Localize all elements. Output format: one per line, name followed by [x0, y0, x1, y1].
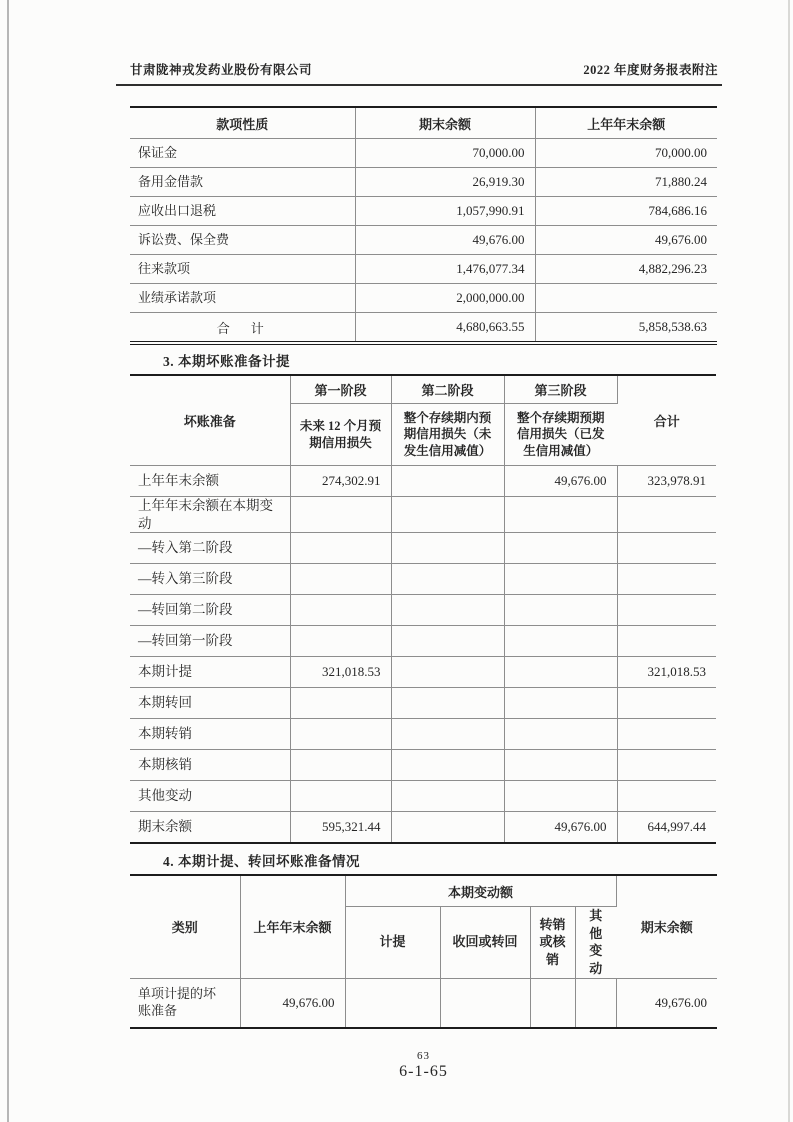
amount-cell: 595,321.44: [290, 812, 391, 844]
row-label-cell: 本期转回: [130, 688, 290, 719]
stage-header-row: [130, 375, 716, 404]
writeoff-header-text: 转销或核销: [539, 916, 566, 967]
amount-cell: [617, 626, 716, 657]
amount-cell: [290, 626, 391, 657]
row-label-cell: 本期核销: [130, 750, 290, 781]
amount-cell: [290, 533, 391, 564]
amount-cell: [290, 564, 391, 595]
amount-cell: 71,880.24: [535, 168, 717, 197]
amount-cell: 4,882,296.23: [535, 255, 717, 284]
row-label-cell: 往来款项: [130, 255, 355, 284]
amount-cell: [290, 497, 391, 533]
current-change-group-header-cell: 本期变动额: [345, 875, 616, 907]
amount-cell: [504, 750, 617, 781]
table-row: [130, 139, 717, 168]
category-header-cell: 类别: [130, 875, 240, 978]
stage3-description-text: 整个存续期预期信用损失（已发生信用减值）: [516, 410, 605, 458]
section-3-title: 3. 本期坏账准备计提: [163, 354, 290, 369]
table-row: [130, 595, 716, 626]
total-row: [130, 313, 717, 344]
table-row: [130, 226, 717, 255]
amount-cell: 1,057,990.91: [355, 197, 535, 226]
header-rule: [116, 84, 722, 86]
stage1-description-text: 未来 12 个月预期信用损失: [299, 419, 382, 450]
amount-cell: [504, 497, 617, 533]
stage2-description-cell: [391, 404, 504, 466]
amount-cell: [617, 533, 716, 564]
other-change-header-text: 其他变动: [589, 908, 603, 976]
amount-cell: [504, 564, 617, 595]
amount-cell: [345, 978, 440, 1028]
amount-cell: [391, 688, 504, 719]
writeoff-header-cell: [530, 907, 575, 979]
stage1-header-cell: 第一阶段: [290, 375, 391, 404]
amount-cell: [504, 626, 617, 657]
category-text: 单项计提的坏账准备: [138, 985, 217, 1018]
amount-cell: 323,978.91: [617, 466, 716, 497]
prior-balance-header-cell: 上年年末余额: [535, 107, 717, 139]
ending-balance-row: [130, 812, 716, 844]
bad-debt-provision-stages-table: [130, 374, 716, 844]
total-label-cell: 合 计: [130, 313, 355, 344]
row-label-cell: 本期计提: [130, 657, 290, 688]
table-row: [130, 168, 717, 197]
amount-cell: [391, 497, 504, 533]
row-label-cell: 其他变动: [130, 781, 290, 812]
amount-cell: [617, 595, 716, 626]
prior-balance-header-cell: 上年年末余额: [240, 875, 345, 978]
row-label-cell: 应收出口退税: [130, 197, 355, 226]
amount-cell: 49,676.00: [504, 812, 617, 844]
row-label-cell: [130, 978, 240, 1028]
row-label-cell: 上年年末余额: [130, 466, 290, 497]
amount-cell: 5,858,538.63: [638, 319, 707, 334]
amount-cell: [617, 750, 716, 781]
stage1-description-cell: [290, 404, 391, 466]
table-row: [130, 978, 717, 1028]
nature-header-cell: 款项性质: [130, 107, 355, 139]
scan-edge-right: [788, 0, 790, 1122]
group-header-row: [130, 875, 717, 907]
amount-cell: [617, 688, 716, 719]
bad-debt-provision-changes-table: [130, 874, 717, 1029]
amount-cell: 274,302.91: [290, 466, 391, 497]
table-row: [130, 719, 716, 750]
stage3-header-cell: 第三阶段: [504, 375, 617, 404]
table-row: [130, 497, 716, 533]
amount-cell: [504, 595, 617, 626]
amount-cell: 321,018.53: [617, 657, 716, 688]
amount-cell: 4,680,663.55: [355, 313, 535, 344]
amount-cell: 49,676.00: [355, 226, 535, 255]
row-label-cell: 保证金: [130, 139, 355, 168]
stage2-header-cell: 第二阶段: [391, 375, 504, 404]
scan-edge-left: [7, 0, 9, 1122]
amount-cell: [391, 626, 504, 657]
amount-cell: 644,997.44: [647, 819, 706, 835]
amount-cell: 26,919.30: [355, 168, 535, 197]
amount-cell: [440, 978, 530, 1028]
amount-cell: 70,000.00: [535, 139, 717, 168]
row-label-cell: —转回第一阶段: [130, 626, 290, 657]
amount-cell: [617, 781, 716, 812]
amount-cell: [530, 978, 575, 1028]
page-number-small: 63: [417, 1050, 430, 1062]
amount-cell: [391, 533, 504, 564]
accrual-header-cell: 计提: [345, 907, 440, 979]
table-row: [130, 466, 716, 497]
row-label-cell: 上年年末余额在本期变动: [130, 497, 290, 533]
amount-cell: [290, 688, 391, 719]
ending-balance-header-cell: 期末余额: [616, 875, 717, 978]
amount-cell: [617, 564, 716, 595]
amount-cell: [391, 564, 504, 595]
table-row: [130, 284, 717, 313]
company-name: 甘肃陇神戎发药业股份有限公司: [130, 63, 313, 77]
amount-cell: [535, 284, 717, 313]
row-label-cell: 本期转销: [130, 719, 290, 750]
amount-cell: 49,676.00: [504, 466, 617, 497]
provision-corner-header-cell: 坏账准备: [130, 375, 290, 466]
stage3-description-cell: [504, 404, 617, 466]
table-row: [130, 255, 717, 284]
amount-cell: [290, 719, 391, 750]
table-row: [130, 626, 716, 657]
amount-cell: [391, 466, 504, 497]
amount-cell: [504, 533, 617, 564]
amount-cell: 49,676.00: [535, 226, 717, 255]
amount-cell: [290, 781, 391, 812]
table-header-row: [130, 107, 717, 139]
ending-balance-header-cell: 期末余额: [355, 107, 535, 139]
row-label-cell: 诉讼费、保全费: [130, 226, 355, 255]
page-footer: [130, 1050, 717, 1081]
amount-cell: 784,686.16: [535, 197, 717, 226]
section-4-title: 4. 本期计提、转回坏账准备情况: [163, 854, 360, 869]
table-row: [130, 750, 716, 781]
table-row: [130, 688, 716, 719]
amount-cell: [617, 497, 716, 533]
stage2-description-text: 整个存续期内预期信用损失（未发生信用减值）: [403, 410, 492, 458]
row-label-cell: —转入第三阶段: [130, 564, 290, 595]
row-label-cell: 备用金借款: [130, 168, 355, 197]
amount-cell: [504, 688, 617, 719]
report-title: 2022 年度财务报表附注: [583, 63, 718, 77]
amount-cell: [391, 595, 504, 626]
amount-cell: [290, 750, 391, 781]
row-label-cell: —转回第二阶段: [130, 595, 290, 626]
other-change-header-cell: [575, 907, 616, 979]
table-row: [130, 197, 717, 226]
amount-cell: [391, 812, 504, 844]
document-header: [130, 60, 718, 78]
amount-cell: 2,000,000.00: [355, 284, 535, 313]
table-row: [130, 657, 716, 688]
amount-cell: [391, 657, 504, 688]
amount-cell: 49,676.00: [240, 978, 345, 1028]
total-header-cell: 合计: [617, 375, 716, 466]
amount-cell: 49,676.00: [655, 994, 708, 1010]
table-row: [130, 781, 716, 812]
row-label-cell: 业绩承诺款项: [130, 284, 355, 313]
amount-cell: [391, 781, 504, 812]
page-number-large: 6-1-65: [399, 1063, 448, 1080]
amount-cell: [575, 978, 616, 1028]
table-row: [130, 533, 716, 564]
row-label-cell: 期末余额: [130, 812, 290, 844]
amount-cell: [391, 750, 504, 781]
amount-cell: [504, 657, 617, 688]
amount-cell: 1,476,077.34: [355, 255, 535, 284]
amount-cell: [504, 719, 617, 750]
receivables-by-nature-table: [130, 106, 717, 345]
table-row: [130, 564, 716, 595]
amount-cell: [617, 719, 716, 750]
amount-cell: 321,018.53: [290, 657, 391, 688]
recover-header-cell: 收回或转回: [440, 907, 530, 979]
amount-cell: [290, 595, 391, 626]
row-label-cell: —转入第二阶段: [130, 533, 290, 564]
amount-cell: 70,000.00: [355, 139, 535, 168]
amount-cell: [391, 719, 504, 750]
amount-cell: [504, 781, 617, 812]
